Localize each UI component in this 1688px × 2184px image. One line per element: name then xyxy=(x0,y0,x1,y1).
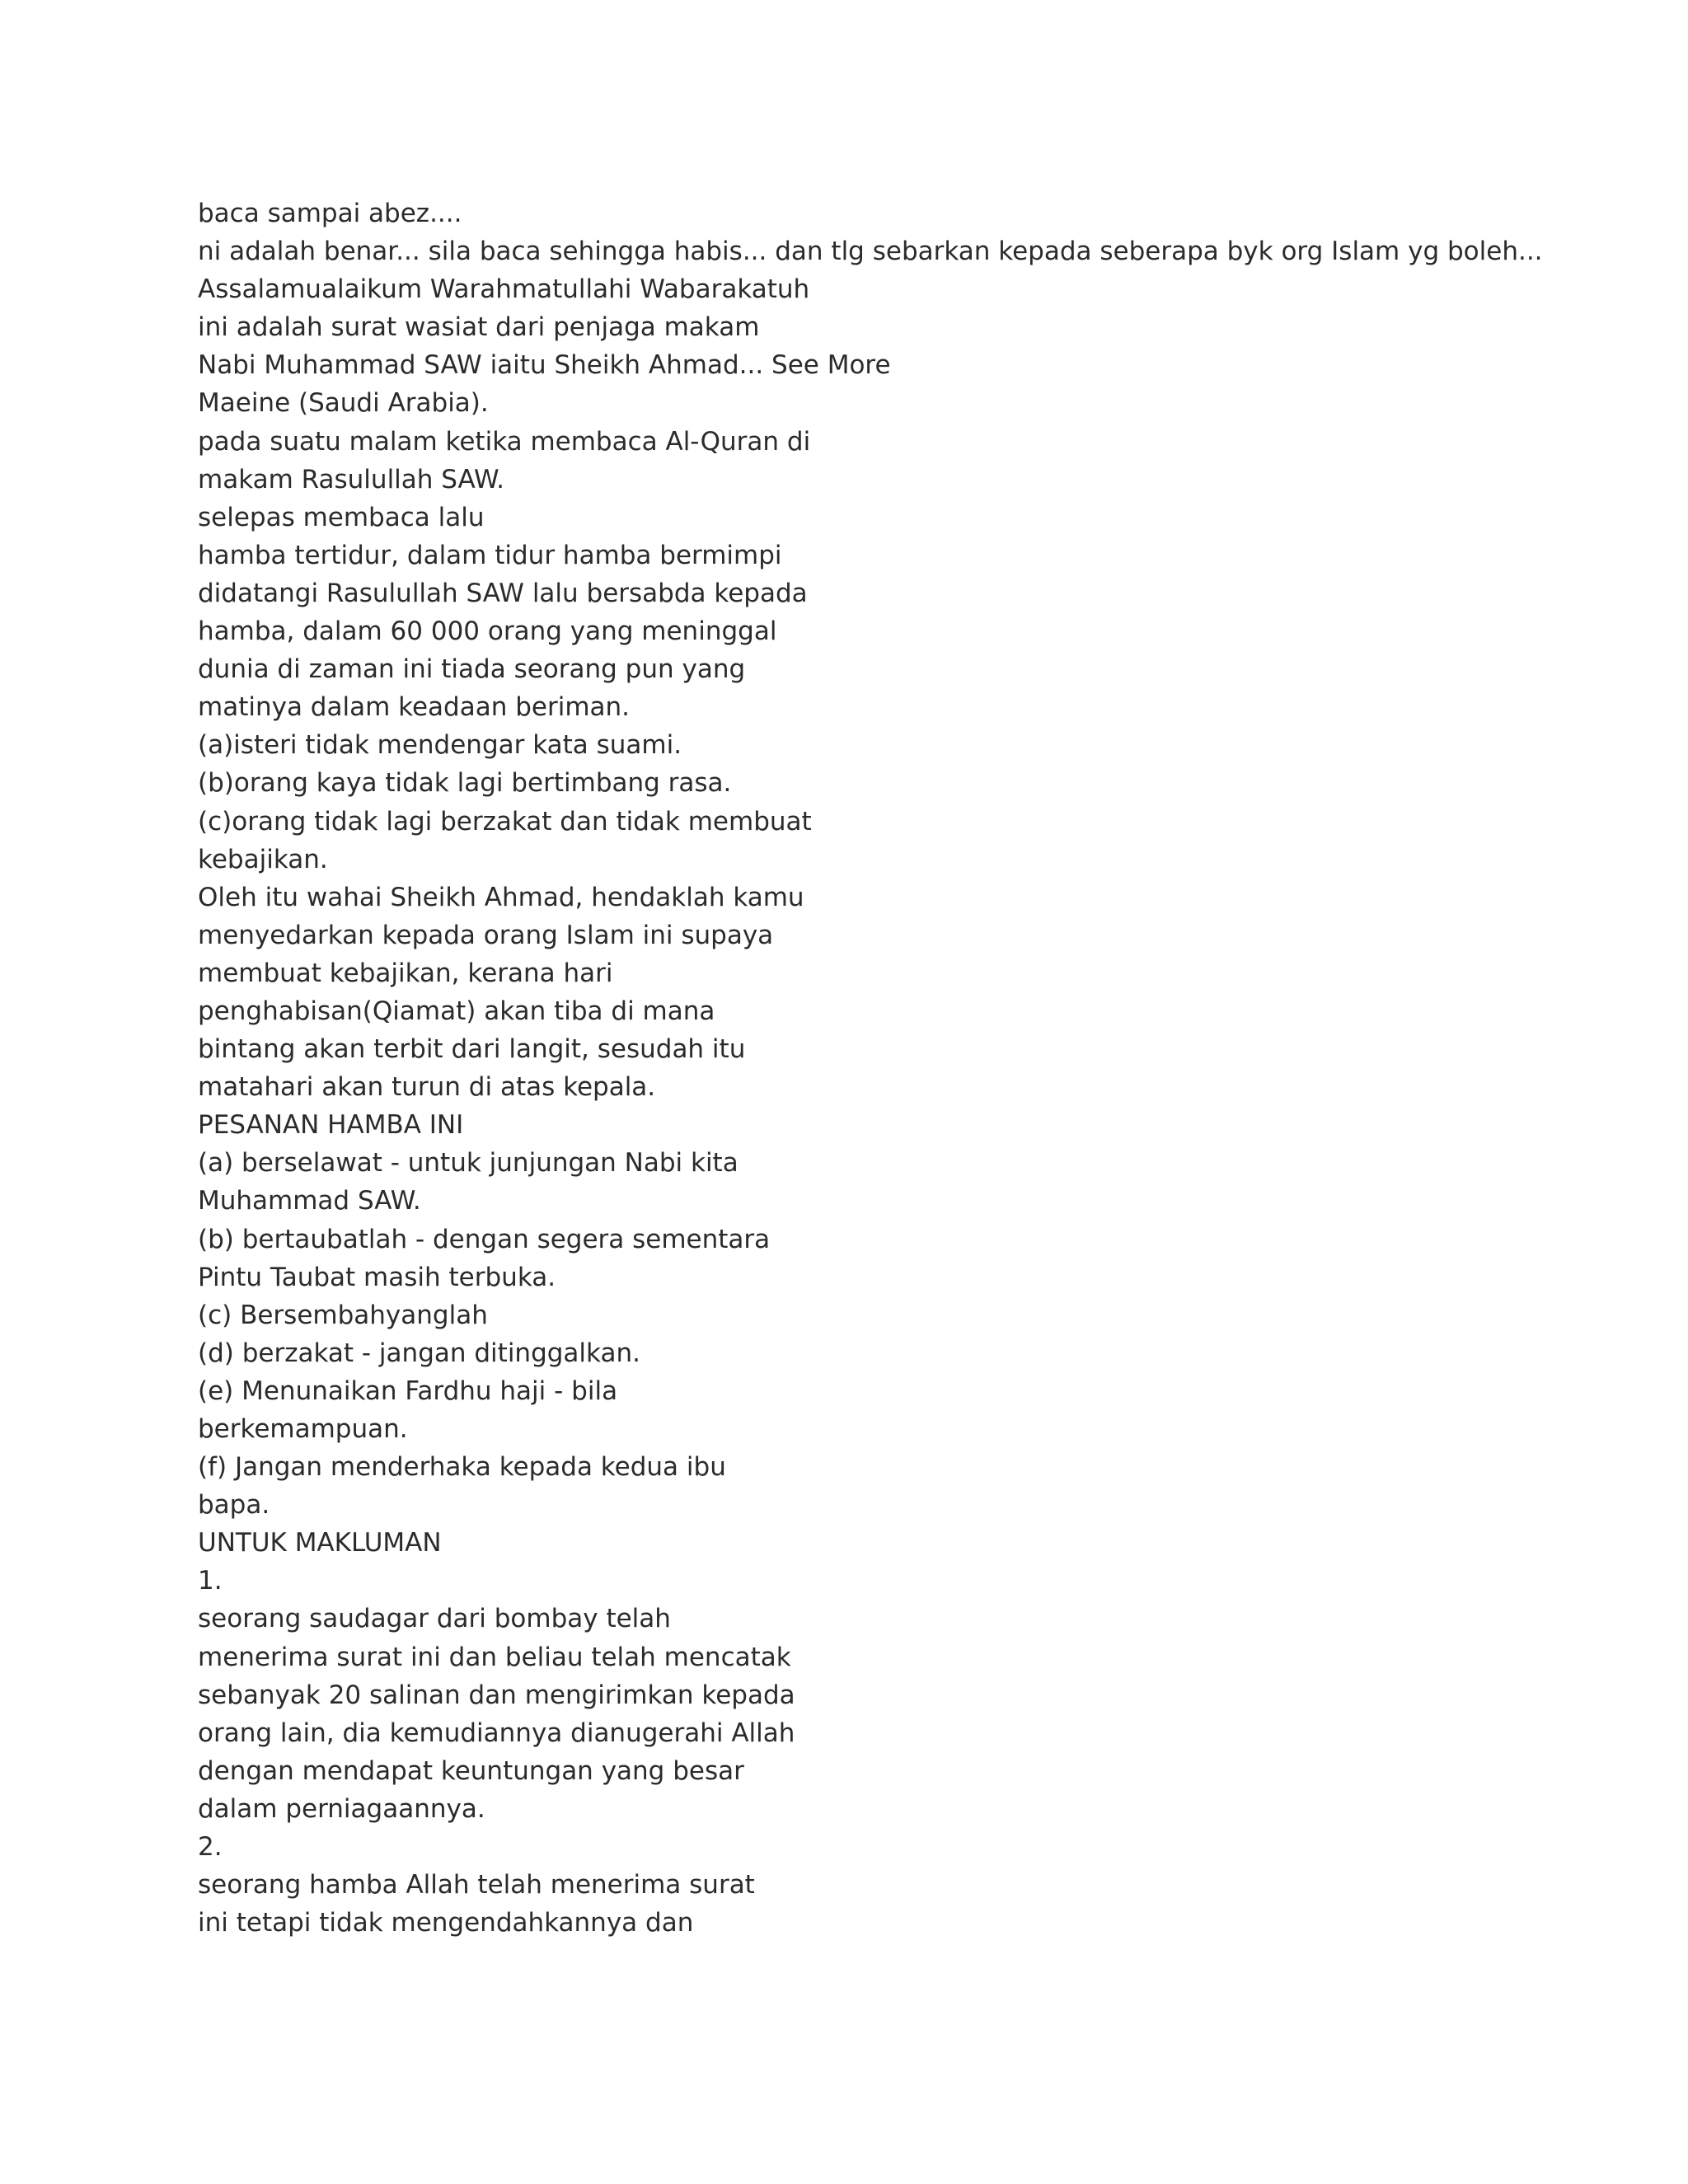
text-line: ini tetapi tidak mengendahkannya dan xyxy=(198,1908,694,1938)
text-line: baca sampai abez.... xyxy=(198,199,462,228)
text-line: (b) bertaubatlah - dengan segera sementara xyxy=(198,1224,771,1254)
text-line: penghabisan(Qiamat) akan tiba di mana xyxy=(198,996,715,1026)
text-line: matahari akan turun di atas kepala. xyxy=(198,1072,656,1103)
text-line: menerima surat ini dan beliau telah mencatak xyxy=(198,1642,791,1672)
text-line: Assalamualaikum Warahmatullahi Wabarakatuh xyxy=(198,274,810,305)
text-line: bintang akan terbit dari langit, sesudah itu xyxy=(198,1034,746,1065)
text-line: pada suatu malam ketika membaca Al-Quran di xyxy=(198,426,811,457)
text-line: ni adalah benar... sila baca sehingga habis... dan tlg sebarkan kepada seberapa byk org Islam yg boleh... xyxy=(198,237,1543,267)
section-heading: PESANAN HAMBA INI xyxy=(198,1110,464,1141)
section-heading: UNTUK MAKLUMAN xyxy=(198,1528,442,1558)
text-line: membuat kebajikan, kerana hari xyxy=(198,958,613,988)
text-line: (c) Bersembahyanglah xyxy=(198,1300,488,1330)
text-line: Nabi Muhammad SAW iaitu Sheikh Ahmad... See More xyxy=(198,350,891,381)
text-line: Maeine (Saudi Arabia). xyxy=(198,388,489,419)
text-line: hamba, dalam 60 000 orang yang meninggal xyxy=(198,616,777,647)
text-line: berkemampuan. xyxy=(198,1414,408,1444)
text-line: (e) Menunaikan Fardhu haji - bila xyxy=(198,1376,618,1406)
text-line: Oleh itu wahai Sheikh Ahmad, hendaklah kamu xyxy=(198,882,804,912)
text-line: ini adalah surat wasiat dari penjaga makam xyxy=(198,312,760,343)
text-line: (a)isteri tidak mendengar kata suami. xyxy=(198,730,682,761)
text-line: seorang hamba Allah telah menerima surat xyxy=(198,1870,755,1900)
list-number: 1. xyxy=(198,1566,223,1596)
text-line: orang lain, dia kemudiannya dianugerahi Allah xyxy=(198,1718,795,1748)
text-line: dalam perniagaannya. xyxy=(198,1793,485,1824)
text-line: hamba tertidur, dalam tidur hamba bermimpi xyxy=(198,540,782,570)
text-line: Pintu Taubat masih terbuka. xyxy=(198,1262,556,1292)
text-line: seorang saudagar dari bombay telah xyxy=(198,1604,671,1634)
text-line: bapa. xyxy=(198,1490,270,1521)
text-line: dengan mendapat keuntungan yang besar xyxy=(198,1755,744,1786)
text-line: matinya dalam keadaan beriman. xyxy=(198,692,631,723)
text-line: sebanyak 20 salinan dan mengirimkan kepada xyxy=(198,1680,795,1710)
text-line: (f) Jangan menderhaka kepada kedua ibu xyxy=(198,1452,726,1483)
list-number: 2. xyxy=(198,1832,223,1863)
text-line: makam Rasulullah SAW. xyxy=(198,464,504,494)
text-line: selepas membaca lalu xyxy=(198,502,485,532)
text-line: didatangi Rasulullah SAW lalu bersabda kepada xyxy=(198,578,808,608)
text-line: (b)orang kaya tidak lagi bertimbang rasa. xyxy=(198,768,732,799)
text-line: menyedarkan kepada orang Islam ini supaya xyxy=(198,920,774,950)
text-line: (c)orang tidak lagi berzakat dan tidak membuat xyxy=(198,806,812,837)
text-line: (d) berzakat - jangan ditinggalkan. xyxy=(198,1338,640,1368)
document-body xyxy=(198,194,1550,1942)
text-line: dunia di zaman ini tiada seorang pun yang xyxy=(198,654,746,685)
text-line: (a) berselawat - untuk junjungan Nabi kita xyxy=(198,1148,738,1179)
text-line: Muhammad SAW. xyxy=(198,1186,421,1216)
text-line: kebajikan. xyxy=(198,844,328,874)
